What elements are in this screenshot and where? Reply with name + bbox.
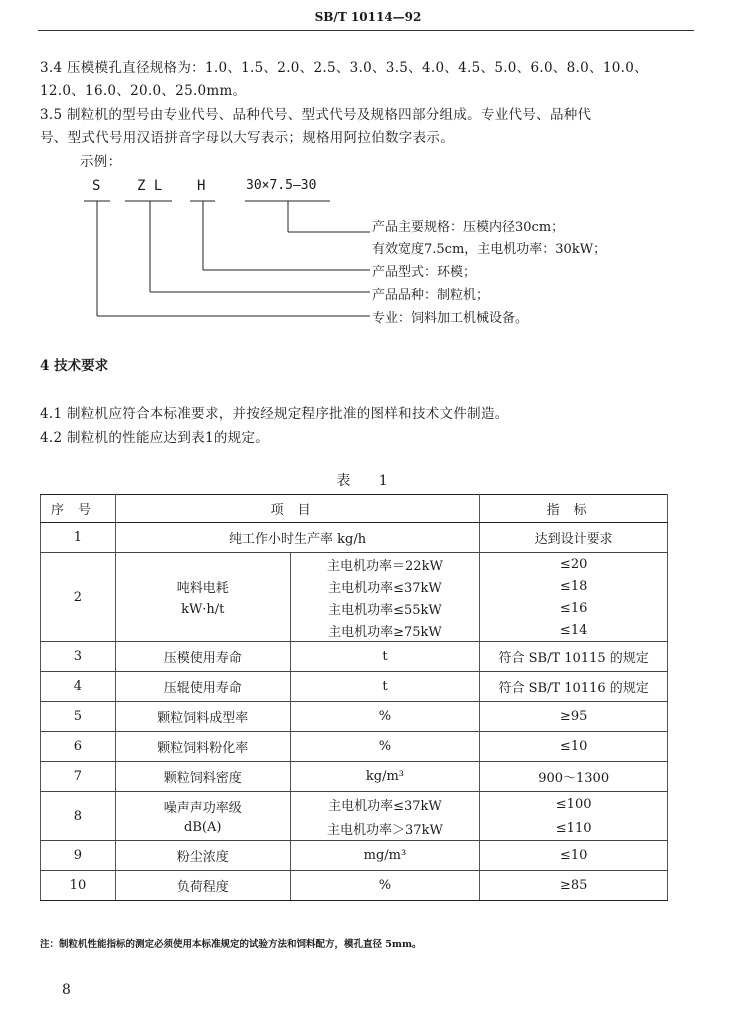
row-no: 2 (41, 553, 116, 642)
row-item-line1: 吨料电耗 (176, 581, 229, 596)
paragraph-3-4-line2: 12.0、16.0、20.0、25.0mm。 (40, 83, 247, 99)
table-row (41, 523, 668, 553)
row-value: ≤20 (480, 553, 668, 576)
table-row (41, 702, 668, 732)
note-spec-line1: 产品主要规格：压模内径30cm； (372, 220, 565, 235)
paragraph-3-4-line1: 3.4 压模模孔直径规格为：1.0、1.5、2.0、2.5、3.0、3.5、4.0、4.5、5.0、6.0、8.0、10.0、 (40, 60, 648, 76)
row-item: 粉尘浓度 (115, 841, 290, 871)
row-item-line2: dB(A) (184, 820, 222, 835)
row-item: 颗粒饲料成型率 (115, 702, 290, 732)
table-row (41, 642, 668, 672)
row-condition: 主电机功率≤37kW (290, 575, 480, 597)
row-value: ≥95 (480, 702, 668, 732)
row-condition: 主电机功率＞37kW (290, 816, 480, 841)
row-no: 10 (41, 871, 116, 901)
row-value: ≤10 (480, 841, 668, 871)
row-condition: 主电机功率≤37kW (290, 792, 480, 817)
document-header: SB/T 10114—92 (314, 10, 422, 24)
row-no: 1 (41, 523, 116, 553)
row-value: 900～1300 (480, 762, 668, 792)
performance-table (40, 494, 668, 901)
row-no: 7 (41, 762, 116, 792)
row-item: 颗粒饲料粉化率 (115, 732, 290, 762)
code-h: H (197, 178, 206, 194)
row-no: 8 (41, 792, 116, 841)
row-value: ≤14 (480, 619, 668, 642)
row-condition: 主电机功率≤55kW (290, 597, 480, 619)
row-value: ≤16 (480, 597, 668, 619)
row-value: ≤10 (480, 732, 668, 762)
row-no: 6 (41, 732, 116, 762)
row-item: 负荷程度 (115, 871, 290, 901)
row-unit: t (290, 642, 480, 672)
note-spec-line2: 有效宽度7.5cm，主电机功率：30kW； (372, 242, 607, 257)
code-s: S (92, 178, 101, 194)
row-value: ≤110 (480, 816, 668, 841)
note-profession: 专业：饲料加工机械设备。 (372, 311, 529, 326)
row-unit: kg/m³ (290, 762, 480, 792)
row-unit: t (290, 672, 480, 702)
paragraph-4-2: 4.2 制粒机的性能应达到表1的规定。 (40, 430, 270, 446)
row-item (115, 553, 290, 642)
example-label: 示例： (80, 154, 122, 170)
row-unit: mg/m³ (290, 841, 480, 871)
paragraph-3-5-line2: 号、型式代号用汉语拼音字母以大写表示；规格用阿拉伯数字表示。 (40, 130, 454, 146)
row-unit: % (290, 732, 480, 762)
row-no: 9 (41, 841, 116, 871)
row-item: 纯工作小时生产率 kg/h (115, 523, 479, 553)
table-title: 表 1 (336, 473, 400, 489)
row-value: 符合 SB/T 10116 的规定 (480, 672, 668, 702)
table-header-row (41, 495, 668, 523)
row-item: 压模使用寿命 (115, 642, 290, 672)
note-type: 产品型式：环模； (372, 265, 477, 280)
paragraph-4-1: 4.1 制粒机应符合本标准要求，并按经规定程序批准的图样和技术文件制造。 (40, 406, 509, 422)
code-spec: 30×7.5—30 (246, 178, 317, 193)
row-item-line1: 噪声声功率级 (163, 801, 242, 816)
row-no: 5 (41, 702, 116, 732)
row-no: 3 (41, 642, 116, 672)
code-zl: Z L (137, 178, 163, 194)
table-row (41, 762, 668, 792)
table-row (41, 792, 668, 817)
row-item: 压辊使用寿命 (115, 672, 290, 702)
row-unit: % (290, 702, 480, 732)
header-item: 项目 (115, 495, 479, 523)
row-value: ≥85 (480, 871, 668, 901)
row-condition: 主电机功率≥75kW (290, 619, 480, 642)
table-row (41, 871, 668, 901)
page-number: 8 (62, 982, 71, 998)
row-item (115, 792, 290, 841)
paragraph-3-5-line1: 3.5 制粒机的型号由专业代号、品种代号、型式代号及规格四部分组成。专业代号、品种代 (40, 107, 592, 123)
row-condition: 主电机功率＝22kW (290, 553, 480, 576)
row-value: ≤18 (480, 575, 668, 597)
diagram-leader-lines (0, 0, 736, 340)
header-value: 指标 (480, 495, 668, 523)
row-unit: % (290, 871, 480, 901)
note-variety: 产品品种：制粒机； (372, 288, 490, 303)
row-no: 4 (41, 672, 116, 702)
table-row (41, 841, 668, 871)
table-row (41, 672, 668, 702)
row-item-line2: kW·h/t (181, 602, 225, 617)
row-value: ≤100 (480, 792, 668, 817)
header-no: 序号 (41, 495, 116, 523)
table-row (41, 553, 668, 576)
table-row (41, 732, 668, 762)
row-value: 达到设计要求 (480, 523, 668, 553)
table-footnote: 注：制粒机性能指标的测定必须使用本标准规定的试验方法和饲料配方，模孔直径 5mm。 (40, 939, 422, 950)
row-value: 符合 SB/T 10115 的规定 (480, 642, 668, 672)
section-4-heading: 4 技术要求 (40, 358, 109, 374)
row-item: 颗粒饲料密度 (115, 762, 290, 792)
